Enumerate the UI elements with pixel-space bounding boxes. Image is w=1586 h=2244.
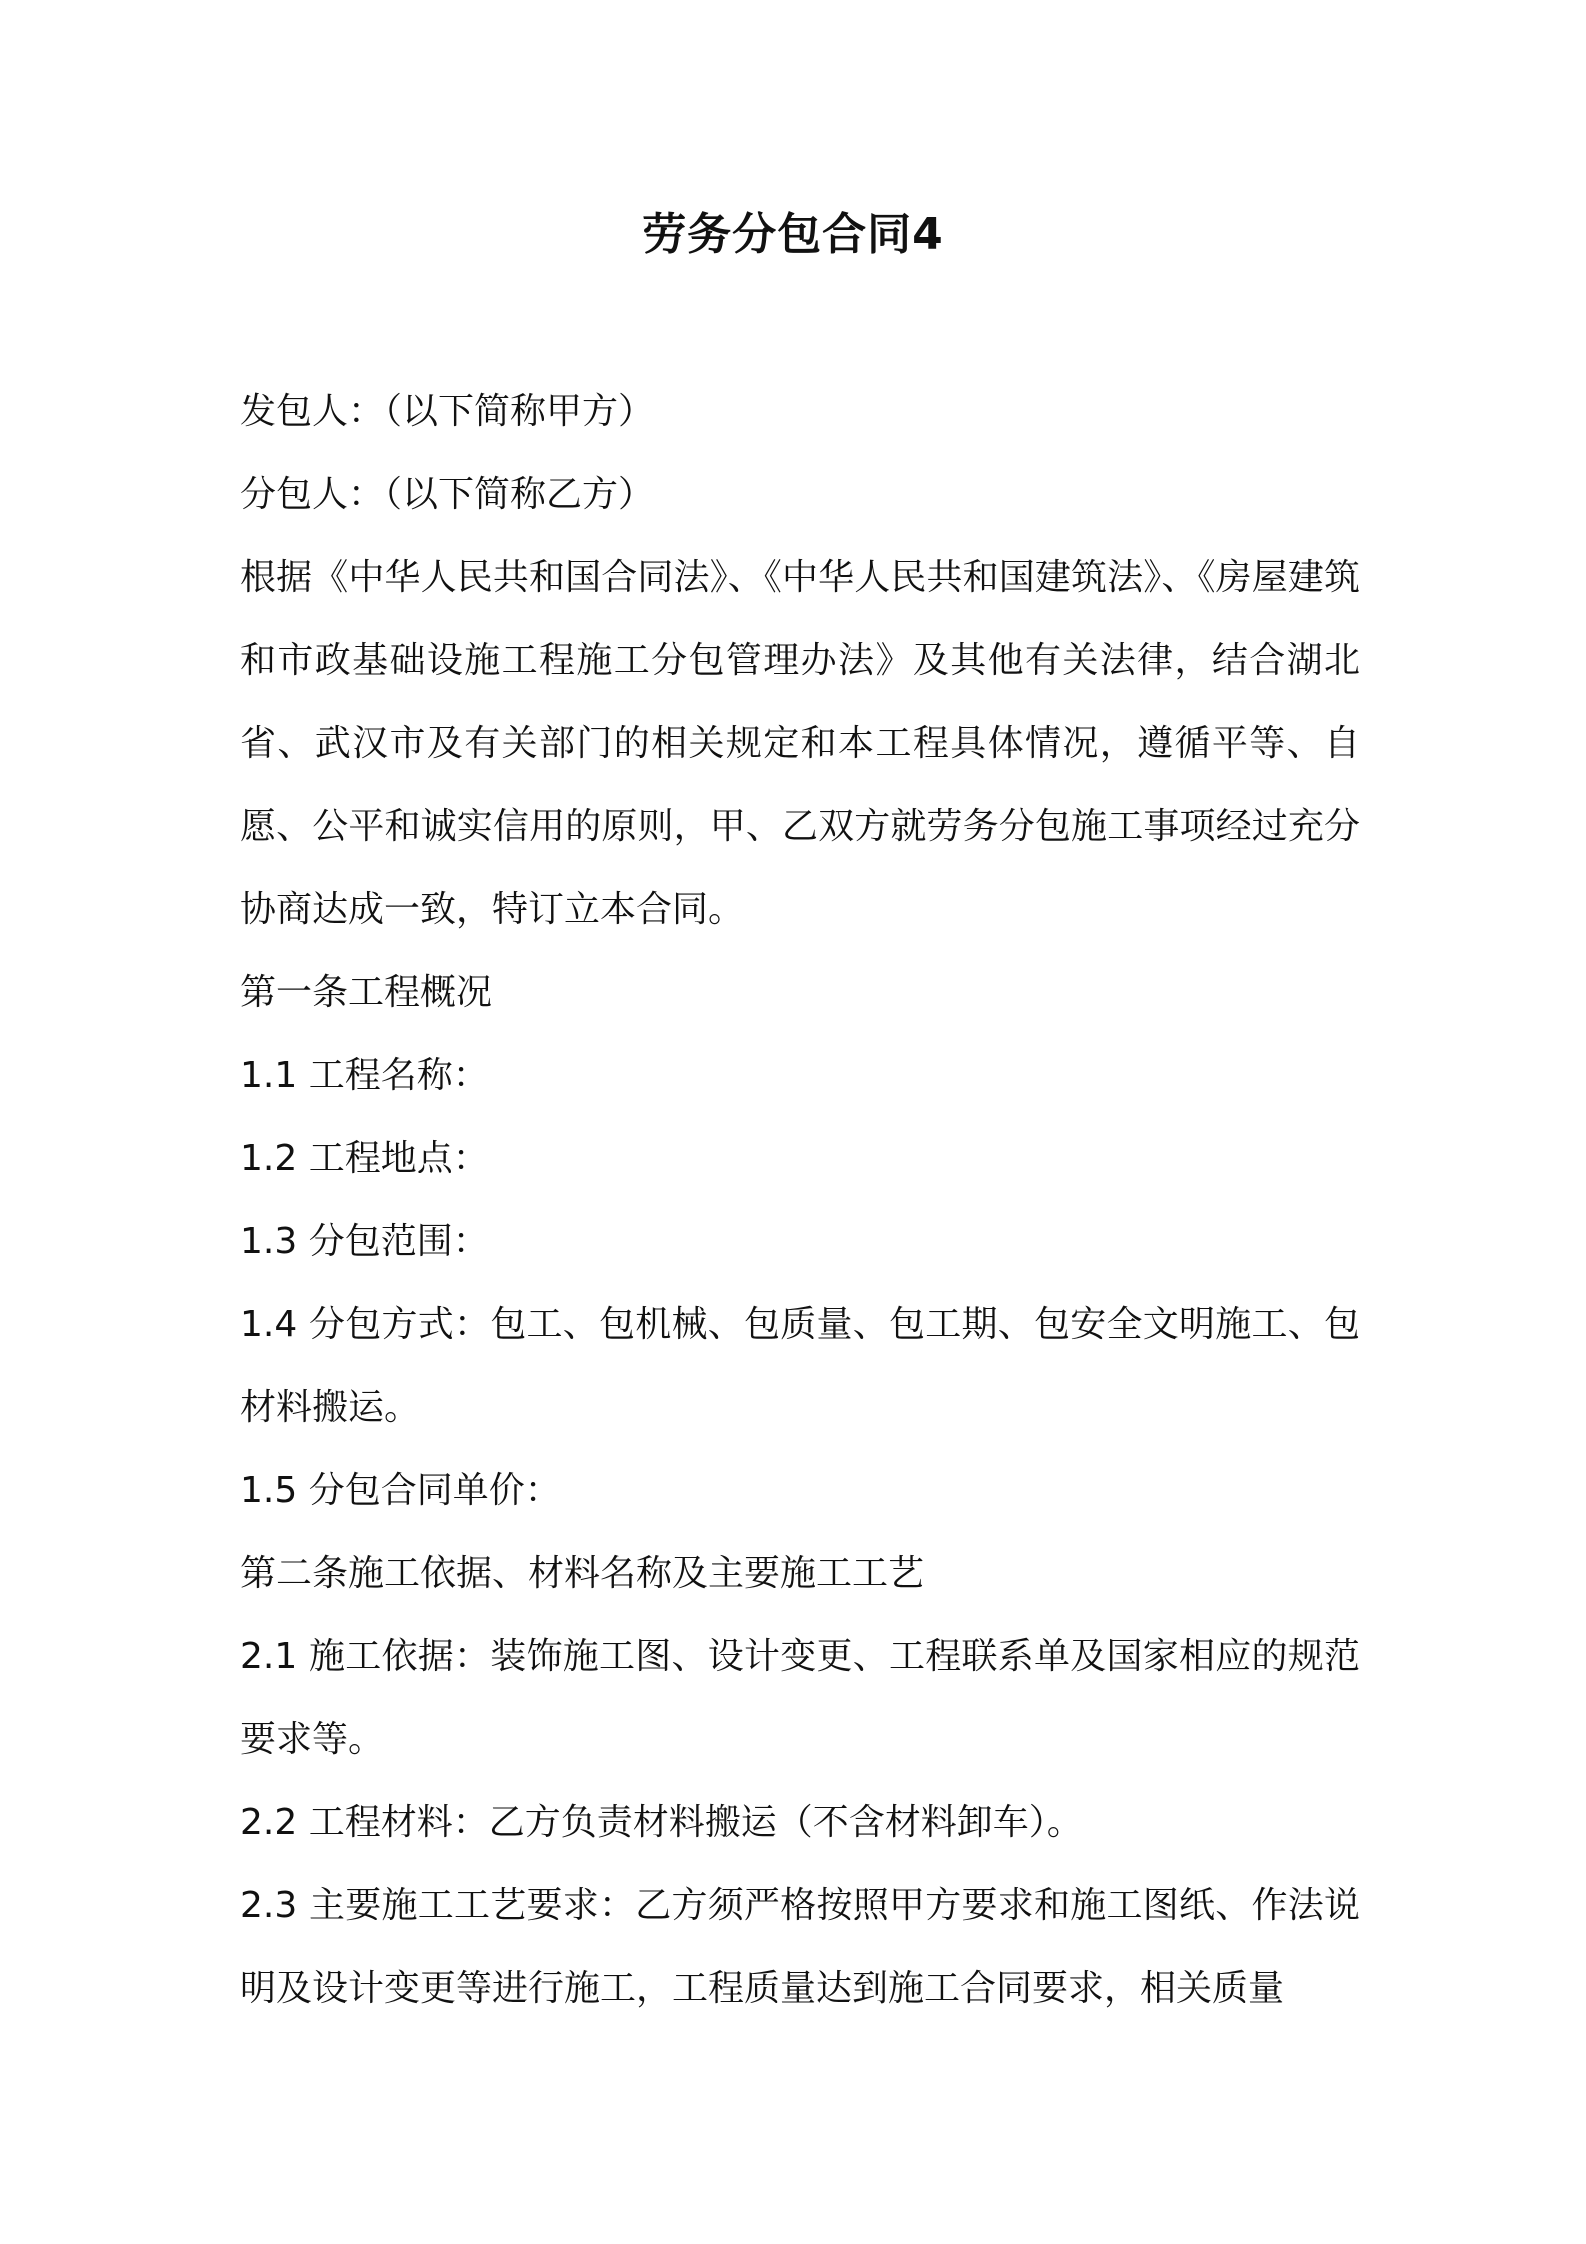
clause-1-5: 1.5 分包合同单价：	[240, 1470, 561, 1511]
article-2-heading: 第二条施工依据、材料名称及主要施工工艺	[240, 1553, 925, 1594]
clause-2-1: 2.1 施工依据：装饰施工图、设计变更、工程联系单及国家相应的规范要求等。	[240, 1636, 1360, 1760]
document-title: 劳务分包合同4	[642, 209, 944, 260]
party-b-line: 分包人：（以下简称乙方）	[240, 474, 655, 515]
clause-1-4: 1.4 分包方式：包工、包机械、包质量、包工期、包安全文明施工、包材料搬运。	[240, 1304, 1360, 1428]
document-body	[240, 370, 1360, 2030]
clause-1-2: 1.2 工程地点：	[240, 1138, 489, 1179]
clause-1-1: 1.1 工程名称：	[240, 1055, 489, 1096]
article-1-heading: 第一条工程概况	[240, 972, 493, 1013]
clause-2-2: 2.2 工程材料：乙方负责材料搬运（不含材料卸车）。	[240, 1802, 1083, 1843]
party-a-line: 发包人：（以下简称甲方）	[240, 391, 655, 432]
preamble-paragraph: 根据《中华人民共和国合同法》、《中华人民共和国建筑法》、《房屋建筑和市政基础设施工程施工分包管理办法》及其他有关法律，结合湖北省、武汉市及有关部门的相关规定和本工程具体情况，遵循平等、自愿、公平和诚实信用的原则，甲、乙双方就劳务分包施工事项经过充分协商达成一致，特订立本合同。	[240, 557, 1360, 930]
clause-2-3: 2.3 主要施工工艺要求：乙方须严格按照甲方要求和施工图纸、作法说明及设计变更等进行施工，工程质量达到施工合同要求，相关质量	[240, 1885, 1360, 2009]
clause-1-3: 1.3 分包范围：	[240, 1221, 489, 1262]
